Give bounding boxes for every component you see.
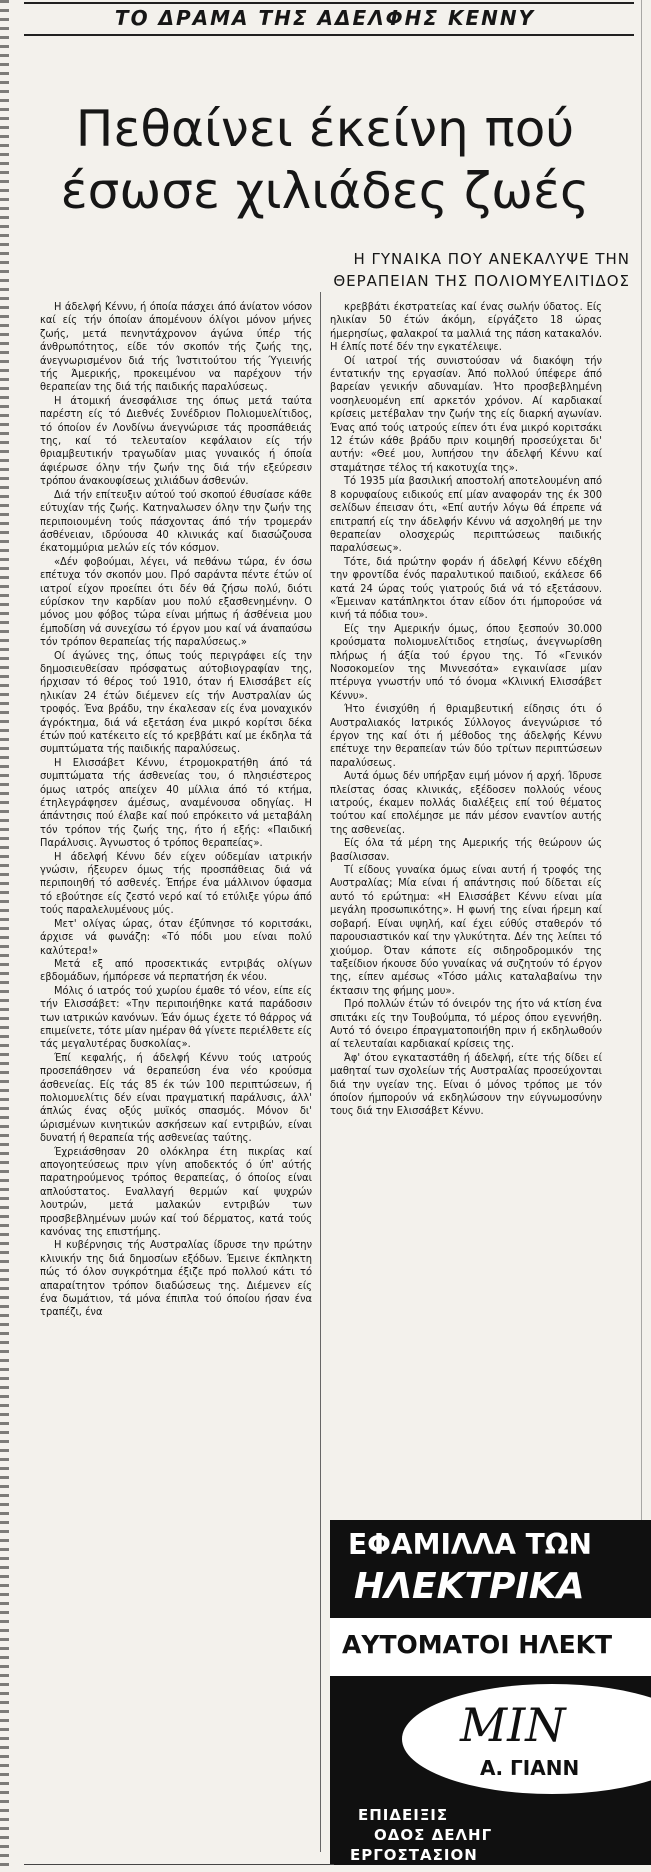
article-paragraph: Είς όλα τά μέρη της Αμερικής τής θεώρουν ώς βασίλισσαν. <box>330 836 602 863</box>
subheadline-line-1: Η ΓΥΝΑΙΚΑ ΠΟΥ ΑΝΕΚΑΛΥΨΕ ΤΗΝ <box>353 250 630 268</box>
headline <box>40 98 610 222</box>
article-paragraph: Τότε, διά πρώτην φοράν ή άδελφή Κέννυ εδέχθη την φροντίδα ένός παραλυτικού παιδιού, εκάλεσε 66 κατά 24 ώρας τούς γιατρούς διά νά τό εξετάσουν. «Έμειναν κατάπληκτοι όταν είδον ότι ήμπορούσε νά κινή τά πόδια του». <box>330 554 602 622</box>
ad-headline-3: ΑΥΤΟΜΑΤΟΙ ΗΛΕΚΤ <box>342 1630 613 1659</box>
article-paragraph: Μετ' ολίγας ώρας, όταν έξύπνησε τό κοριτσάκι, άρχισε νά φωνάζη: «Τό πόδι μου είναι πολύ καλύτερα!» <box>40 916 312 957</box>
right-margin-edge <box>641 0 651 1560</box>
kicker-title: ΤΟ ΔΡΑΜΑ ΤΗΣ ΑΔΕΛΦΗΣ ΚΕΝΝΥ <box>114 6 536 30</box>
article-paragraph: κρεββάτι έκστρατείας καί ένας σωλήν ύδατος. Είς ηλικίαν 50 έτών άκόμη, είργάζετο 18 ώρας ήμερησίως, φαλακροί τα μαλλιά της πάση κατακαλόν. Η έλπίς ποτέ δέν την εγκατέλειψε. <box>330 300 602 354</box>
ad-address-line-2: ΟΔΟΣ ΔΕΛΗΓ <box>374 1826 493 1844</box>
ad-brand-name: ΜΙΝ <box>460 1698 566 1752</box>
advertisement <box>330 1520 651 1865</box>
ad-address-line-1: ΕΠΙΔΕΙΞΙΣ <box>358 1806 449 1824</box>
article-paragraph: Έπί κεφαλής, ή άδελφή Κέννυ τούς ιατρούς προσεπάθησεν νά θεραπεύση ένα νέο κρούσμα άσθενείας. Είς τάς 85 έκ τών 100 περιπτώσεων, ή πολιομυελίτις δέν είναι πραγματική παράλυσις, άλλ' άπλώς ένας οξύς μυϊκός σπασμός. Μόνον δι' ώρισμένων κινητικών ασκήσεων καί εντριβών, είναι δυνατή ή θεραπεία τής ασθενείας ταύτης. <box>40 1050 312 1145</box>
article-paragraph: Οί άγώνες της, όπως τούς περιγράφει είς την δημοσιευθείσαν πρόσφατως αύτοβιογραφίαν της, ήρχισαν τό θέρος τού 1910, όταν ή Ελισσάβετ είς ηλικίαν 24 έτών διέμενεν είς τήν Αυστραλίαν ώς τροφός. Ένα βράδυ, την έκαλεσαν είς ένα μοναχικόν άγρόκτημα, διά νά εξετάση ένα μικρό κορίτσι δέκα έτών πού κατέκειτο είς τό κρεββάτι καί με έκδηλα τά συμπτώματα τής παιδικής παραλύσεως. <box>40 648 312 756</box>
top-rule <box>24 2 634 4</box>
article-paragraph: Η άδελφή Κέννυ, ή όποία πάσχει άπό άνίατον νόσον καί είς τήν όποίαν άπομένουν όλίγοι μόνον μήνες ζωής, μετά πενηντάχρονον άγώνα ύπέρ τής άνθρωπότητος, είδε τόν σκοπόν τής ζωής της, άνεγνωρισμένον διά τής Ίνστιτούτου τής Ύγιεινής τής Άμερικής, προκειμένου να παρέχουν τήν θεραπείαν της διά τής παιδικής παραλύσεως. <box>40 300 312 394</box>
ad-headline-1: ΕΦΑΜΙΛΛΑ ΤΩΝ <box>348 1528 592 1561</box>
article-paragraph: Διά τήν επίτευξιν αύτού τού σκοπού έθυσίασε κάθε εύτυχίαν τής ζωής. Κατηναλωσεν όλην την ζωήν της περιποιουμένη τούς πάσχοντας άπό τήν τρομεράν άσθένειαν, ιδρύουσα 40 κλινικάς καί διασώζουσα έκατομμύρια μελών είς τόν κόσμον. <box>40 487 312 555</box>
article-column-right <box>330 300 602 1506</box>
article-paragraph: Μόλις ό ιατρός τού χωρίου έμαθε τό νέον, είπε είς τήν Ελισσάβετ: «Την περιποιήθηκε κατά παράδοσιν των ιατρικών κανόνων. Έάν όμως έχετε τό θάρρος νά επιμείνετε, τότε μίαν ημέραν θά γίνετε περιέλθετε είς τάς μεγαλυτέρας δυσκολίας». <box>40 983 312 1051</box>
article-paragraph: Τό 1935 μία βασιλική αποστολή αποτελουμένη από 8 κορυφαίους ειδικούς επί μίαν αναφοράν της έκ 300 σελίδων έπεισαν ότι, «Επί αυτήν λόγω θά έπρεπε νά επιτραπή είς την άδελφήν Κέννυ νά ασχοληθή με την θεραπείαν ολοσχερώς περιπτώσεως παιδικής παραλύσεως». <box>330 474 602 555</box>
article-paragraph: Αυτά όμως δέν υπήρξαν ειμή μόνον ή αρχή. Ίδρυσε πλείστας όσας κλινικάς, εξέδοσεν πολλούς νέους ιατρούς, έκαμεν πολλάς διαλέξεις επί τού θέματος τούτου καί επολέμησε με πάν μέσον εναντίον αυτής της ασθενείας. <box>330 769 602 836</box>
ad-headline-2: ΗΛΕΚΤΡΙΚΑ <box>354 1566 585 1607</box>
article-paragraph: Η άδελφή Κέννυ δέν είχεν ούδεμίαν ιατρικήν γνώσιν, ήξευρεν όμως τής προσπάθειας διά νά περιποιηθή τό ασθενές. Έπήρε ένα μάλλινον ύφασμα τό εβούτησε είς ζεστό νερό καί τό ετύλιξε γύρω άπό τούς παραλελυμένους μύς. <box>40 849 312 917</box>
torn-left-margin <box>0 0 9 1872</box>
bottom-rule <box>24 1864 334 1865</box>
subheadline <box>260 248 630 292</box>
article-paragraph: Ήτο ένισχύθη ή θριαμβευτική είδησις ότι ό Αυστραλιακός Ιατρικός Σύλλογος άνεγνώρισε τό έργον της καί ότι ή μέθοδος της άδελφής Κέννυ επέτυχε την θεραπείαν τών δύο τρίτων περιπτώσεων παραλύσεως. <box>330 702 602 769</box>
article-paragraph: Έχρειάσθησαν 20 ολόκληρα έτη πικρίας καί απογοητεύσεως πριν γίνη αποδεκτός ό ύπ' αύτής παρατηρούμενος τρόπος θεραπείας, ό όποίος είναι απλούστατος. Εναλλαγή θερμών καί ψυχρών λουτρών, μετά μαλακών εντριβών των προσβεβλημένων μυών καί τού δέρματος, κατά τούς κανόνας της επιστήμης. <box>40 1144 312 1239</box>
article-paragraph: Είς την Αμερικήν όμως, όπου ξεσπούν 30.000 κρούσματα πολιομυελίτιδος ετησίως, άνεγνωρίσθη πλήρως ή άξία τού έργου της. Τό «Γενικόν Νοσοκομείον της Μιννεσότα» εγκαινίασε μίαν πτέρυγα γνωστήν υπό τό όνομα «Κλινική Ελισσάβετ Κέννυ». <box>330 621 602 702</box>
subheadline-line-2: ΘΕΡΑΠΕΙΑΝ ΤΗΣ ΠΟΛΙΟΜΥΕΛΙΤΙΔΟΣ <box>333 272 630 290</box>
article-paragraph: «Δέν φοβούμαι, λέγει, νά πεθάνω τώρα, έν όσω επέτυχα τόν σκοπόν μου. Πρό σαράντα πέντε έτών οί ιατροί είχον προείπει ότι δέν θά ζήσω πολύ, διότι εύρίσκον την καρδίαν μου πολύ εξασθενημένην. Ο μόνος μου φόβος τώρα είναι μήπως ή άσθένεια μου έμποδίση νά συνεχίσω τό έργον μου καί νά άναπαύσω τόν τρόπον θεραπείας τής παραλύσεως.» <box>40 554 312 649</box>
article-paragraph: Η Ελισσάβετ Κέννυ, έτρομοκρατήθη άπό τά συμπτώματα τής άσθενείας του, ό πλησιέστερος όμως ιατρός απείχεν 40 μίλλια άπό τό κτήμα, έτηλεγράφησεν άμέσως, αναμένουσα οδηγίας. Η άπάντησις πού έλαβε καί πού επρόκειτο νά μεταβάλη τόν τρόπον τής ζωής της, ήτο ή εξής: «Παιδική Παράλυσις. Άγνωστος ό τρόπος θεραπείας». <box>40 755 312 850</box>
headline-line-2: έσωσε χιλιάδες ζωές <box>60 162 590 220</box>
kicker-rule <box>24 34 634 36</box>
article-paragraph: Πρό πολλών έτών τό όνειρόν της ήτο νά κτίση ένα σπιτάκι είς την Τουβούμπα, τό μέρος όπου εγεννήθη. Αυτό τό όνειρο έπραγματοποιήθη πριν ή εκδηλωθούν αί τελευταίαι καρδιακαί κρίσεις της. <box>330 997 602 1051</box>
article-paragraph: Η κυβέρνησις τής Αυστραλίας ίδρυσε την πρώτην κλινικήν της διά δημοσίων εξόδων. Έμεινε έκπληκτη πώς τό όλον συγκρότημα έξιζε πρό πολλού κάτι τό απαραίτητον τρόπον διαδώσεως της. Διέμενεν είς ένα δωμάτιον, τά μόνα έπιπλα τού όποίου ήσαν ένα τραπέζι, ένα <box>40 1238 312 1319</box>
article-column-left <box>40 300 312 1850</box>
article-paragraph: Η άτομική άνεσφάλισε της όπως μετά ταύτα παρέστη είς τό Διεθνές Συνέδριον Πολιομυελίτιδος, τό όποίον έν Λονδίνω άνεγνώρισε τάς προσπάθειάς της, καί τό τελευταίον κεφάλαιον είς τήν θριαμβευτικήν τραγωδίαν μιας γυναικός ή όποία άφιέρωσε όλην τήν ζωήν της διά τήν εξεύρεσιν τρόπου άνακουφίσεως χιλιάδων άσθενών. <box>40 393 312 488</box>
article-paragraph: Μετά εξ από προσεκτικάς εντριβάς ολίγων εβδομάδων, ήμπόρεσε νά περπατήση έκ νέου. <box>40 956 312 984</box>
article-paragraph: Τί είδους γυναίκα όμως είναι αυτή ή τροφός της Αυστραλίας; Μία είναι ή απάντησις πού δίδεται είς αυτό τό ερώτημα: «Η Ελισσάβετ Κέννυ είναι μία μεγάλη προσωπικότης». Η φωνή της είναι ήρεμη καί σοβαρή. Είναι υψηλή, καί έχει εύθύς σταθερόν τό παρουσιαστικόν καί την γλυκύτητα. Δέν της λείπει τό χιούμορ. Όταν κάποτε είς σιδηροδρομικόν της ταξείδιον ήκουσε δύο γυναίκας νά συζητούν τό έργον της, είπεν αμέσως «Τόσο μάλις καταλαβαίνω την έκτασιν της φήμης μου». <box>330 863 602 997</box>
ad-dealer-name: Α. ΓΙΑΝΝ <box>480 1756 580 1780</box>
column-separator <box>320 292 321 1852</box>
headline-line-1: Πεθαίνει έκείνη πού <box>75 100 575 158</box>
article-paragraph: Οί ιατροί τής συνιστούσαν νά διακόψη τήν έντατικήν της εργασίαν. Άπό πολλού ύπέφερε άπό βαρείαν γενικήν αδυναμίαν. Ήτο προσβεβλημένη νοσηλευομένη επί αρκετόν χρόνον. Αί καρδιακαί κρίσεις μετέβαλαν την ζωήν της είς διαρκή αγωνίαν. Ένας από τούς ιατρούς είπεν ότι ένα μικρό κοριτσάκι 12 έτών κάθε βράδυ πριν κοιμηθή προσεύχεται δι' αυτήν: «Θεέ μου, λυπήσου την άδελφή Κέννυ καί σταμάτησε τέλος τή κακοτυχία της». <box>330 353 602 474</box>
ad-address-line-3: ΕΡΓΟΣΤΑΣΙΟΝ <box>350 1846 478 1864</box>
article-paragraph: Άφ' ότου εγκαταστάθη ή άδελφή, είτε τής δίδει εί μαθηταί των σχολείων τής Αυστραλίας προσεύχονται διά την υγείαν της. Είναι ό μόνος τρόπος με τόν όποίον ήμπορούν νά εκδηλώσουν την εύγνωμοσύνην τους διά την Ελισσάβετ Κέννυ. <box>330 1050 602 1118</box>
